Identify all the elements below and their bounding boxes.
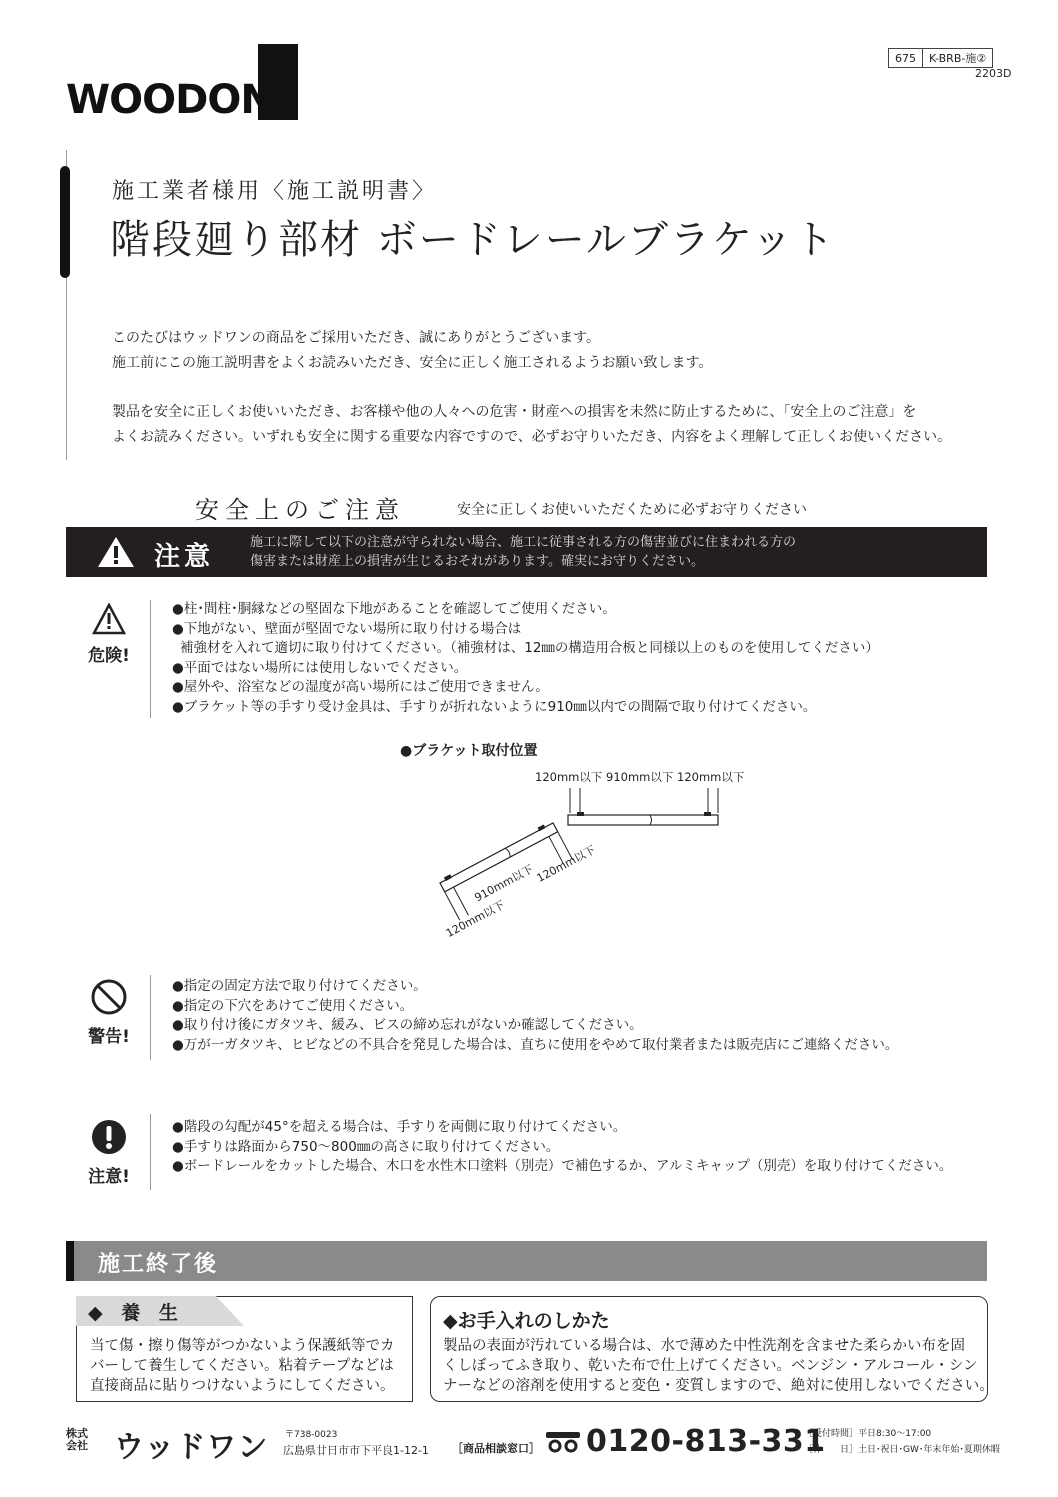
warning-list xyxy=(172,977,898,1055)
doc-number: 675 xyxy=(889,49,923,68)
list-item: ●指定の固定方法で取り付けてください。 xyxy=(172,978,427,994)
doc-code: K-BRB-施② xyxy=(923,49,993,68)
list-item: ●下地がない、壁面が堅固でない場所に取り付ける場合は xyxy=(172,620,522,637)
danger-list xyxy=(172,600,879,717)
list-item: ●ブラケット等の手すり受け金具は、手すりが折れないように910㎜以内での間隔で取り付けてください。 xyxy=(172,698,817,715)
intro-line-1: このたびはウッドワンの商品をご採用いただき、誠にありがとうございます。 xyxy=(112,330,601,346)
care-line: 製品の表面が汚れている場合は、水で薄めた中性洗剤を含ませた柔らかい布を固 xyxy=(443,1338,965,1354)
notice-icon-group xyxy=(84,1118,134,1187)
curing-line: 直接商品に貼りつけないようにしてください。 xyxy=(90,1378,395,1394)
phone-number: 0120-813-331 xyxy=(586,1424,826,1459)
diagram-label-120-b: 120mm以下 xyxy=(534,843,598,885)
curing-label: ◆ 養 生 xyxy=(88,1302,184,1324)
list-item: ●万が一ガタツキ、ヒビなどの不具合を発見した場合は、直ちに使用をやめて取付業者または販売店にご連絡ください。 xyxy=(172,1036,899,1053)
notice-list xyxy=(172,1118,952,1177)
caution-text-line-2: 傷害または財産上の損害が生じるおそれがあります。確実にお守りください。 xyxy=(250,554,704,569)
list-item: ●ボードレールをカットした場合、木口を水性木口塗料（別売）で補色するか、アルミキャップ（別売）を取り付けてください。 xyxy=(172,1158,953,1174)
caution-banner xyxy=(66,527,987,577)
danger-icon-group xyxy=(84,603,134,666)
bracket-position-diagram xyxy=(420,763,780,953)
curing-text xyxy=(90,1336,395,1396)
danger-divider xyxy=(150,600,151,718)
page-title: 階段廻り部材 ボードレールブラケット xyxy=(110,217,836,263)
care-label: ◆お手入れのしかた xyxy=(443,1310,610,1332)
logo-text: WOODONE xyxy=(66,77,300,123)
intro-line-2: 施工前にこの施工説明書をよくお読みいただき、安全に正しく施工されるようお願い致します。 xyxy=(112,355,713,371)
safety-subheading: 安全に正しくお使いいただくために必ずお守りください xyxy=(457,502,807,518)
list-item: ●柱･間柱･胴縁などの堅固な下地があることを確認してご使用ください。 xyxy=(172,601,616,617)
warning-icon-group xyxy=(84,978,134,1047)
banner-accent xyxy=(66,1241,74,1281)
notice-label: 注意! xyxy=(88,1167,130,1187)
list-item: 補強材を入れて適切に取り付けてください。（補強材は、12㎜の構造用合板と同様以上のものを使用してください） xyxy=(180,640,879,656)
notice-divider xyxy=(150,1114,151,1190)
company-address: 広島県廿日市市下平良1-12-1 xyxy=(283,1444,429,1457)
list-item: ●平面ではない場所には使用しないでください。 xyxy=(172,659,468,676)
doc-revision: 2203D xyxy=(975,67,1012,80)
after-construction-heading: 施工終了後 xyxy=(98,1252,219,1277)
list-item: ●手すりは路面から750～800㎜の高さに取り付けてください。 xyxy=(172,1138,560,1155)
company-name: ウッドワン xyxy=(114,1430,269,1465)
bracket-mark xyxy=(704,812,711,816)
caution-label: 注意 xyxy=(154,542,215,572)
prohibition-icon xyxy=(90,978,128,1016)
free-dial-icon xyxy=(545,1431,581,1453)
diagram-label-top: 120mm以下 910mm以下 120mm以下 xyxy=(535,770,745,784)
care-line: くしぼってふき取り、乾いた布で仕上げてください。ベンジン・アルコール・シン xyxy=(443,1358,978,1374)
safety-heading: 安全上のご注意 xyxy=(195,496,405,524)
diagram-label-120-a: 120mm以下 xyxy=(443,898,507,941)
exclamation-circle-icon xyxy=(90,1118,128,1156)
bracket-mark xyxy=(577,812,584,816)
warning-triangle-icon xyxy=(96,535,136,569)
intro-line-3: 製品を安全に正しくお使いいただき、お客様や他の人々への危害・財産への損害を未然に防止するために、「安全上のご注意」を xyxy=(112,404,917,420)
company-type-line-2: 会社 xyxy=(66,1439,88,1452)
diagram-title: ●ブラケット取付位置 xyxy=(400,743,538,759)
list-item: ●階段の勾配が45°を超える場合は、手すりを両側に取り付けてください。 xyxy=(172,1119,627,1135)
warning-divider xyxy=(150,975,151,1060)
list-item: ●屋外や、浴室などの湿度が高い場所にはご使用できません。 xyxy=(172,679,549,695)
subtitle: 施工業者様用〈施工説明書〉 xyxy=(112,179,438,204)
intro-line-4: よくお読みください。いずれも安全に関する重要な内容ですので、必ずお守りいただき、内容をよく理解して正しくお使いください。 xyxy=(112,429,952,445)
company-type xyxy=(66,1428,88,1452)
document-number-table xyxy=(888,48,993,68)
danger-triangle-icon xyxy=(92,603,126,635)
handrail-top-view xyxy=(568,815,718,825)
business-hours: ［受付時間］平日8:30～17:00 xyxy=(804,1429,932,1439)
handrail-slope-view xyxy=(423,809,601,940)
company-type-line-1: 株式 xyxy=(66,1427,88,1440)
title-accent-bar xyxy=(60,166,70,278)
care-text xyxy=(443,1336,994,1396)
woodone-logo xyxy=(66,44,306,123)
after-construction-banner xyxy=(66,1241,987,1281)
caution-text xyxy=(250,533,796,571)
list-item: ●指定の下穴をあけてご使用ください。 xyxy=(172,997,414,1014)
list-item: ●取り付け後にガタツキ、緩み、ビスの締め忘れがないか確認してください。 xyxy=(172,1017,643,1033)
danger-label: 危険! xyxy=(88,646,130,666)
postal-code: 〒738-0023 xyxy=(285,1430,338,1440)
curing-line: 当て傷・擦り傷等がつかないよう保護紙等でカ xyxy=(90,1338,395,1354)
warning-label: 警告! xyxy=(88,1027,130,1047)
curing-line: バーして養生してください。粘着テープなどは xyxy=(90,1358,394,1374)
consult-label: ［商品相談窓口］ xyxy=(452,1442,540,1455)
caution-text-line-1: 施工に際して以下の注意が守られない場合、施工に従事される方の傷害並びに住まわれる方の xyxy=(250,535,797,550)
holidays: ［休 日］土日･祝日･GW･年末年始･夏期休暇 xyxy=(804,1445,1000,1455)
care-line: ナーなどの溶剤を使用すると変色・変質しますので、絶対に使用しないでください。 xyxy=(443,1378,994,1394)
diagram-label-910: 910mm以下 xyxy=(472,862,536,905)
